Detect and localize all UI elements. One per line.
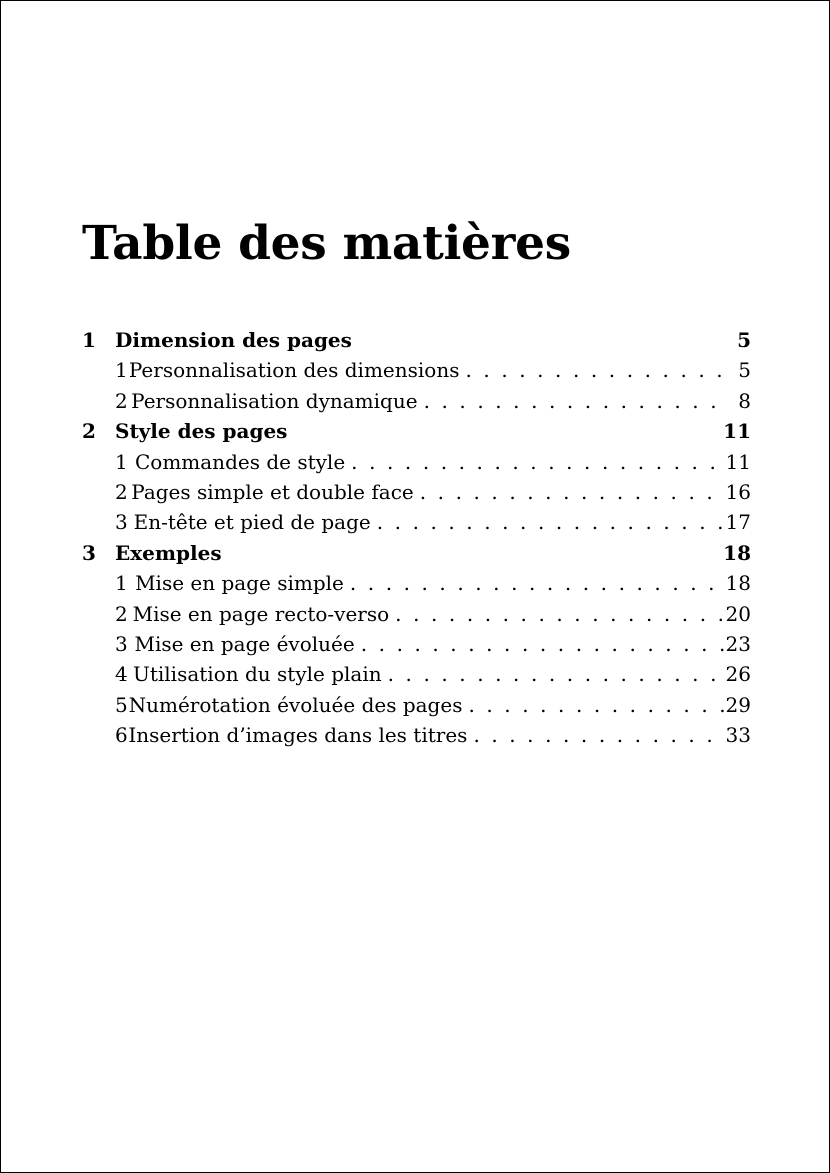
toc-page-number: 18 [725, 571, 751, 596]
toc-number: 2 [115, 479, 128, 504]
toc-leader [414, 477, 726, 507]
toc-label: En-tête et pied de page [133, 510, 371, 535]
toc-label: Personnalisation des dimensions [128, 358, 460, 383]
toc-number: 1 [115, 571, 128, 596]
toc-page-number: 8 [738, 388, 751, 413]
toc-leader [355, 629, 726, 659]
toc-entry[interactable] [82, 355, 751, 385]
toc-label: Numérotation évoluée des pages [128, 692, 463, 717]
toc-number: 2 [115, 601, 128, 626]
toc-entry[interactable] [82, 477, 751, 507]
toc-page-number: 11 [725, 449, 751, 474]
toc-leader [418, 386, 727, 416]
toc-leader [345, 447, 725, 477]
toc-number: 1 [82, 328, 96, 352]
toc-label: Mise en page recto-verso [132, 601, 390, 626]
toc-number: 2 [82, 419, 96, 444]
toc-entry[interactable] [82, 386, 751, 416]
toc-number: 6 [115, 723, 128, 748]
toc-page-number: 33 [725, 723, 751, 748]
toc-entry[interactable] [82, 507, 751, 537]
toc-page-number: 17 [725, 510, 751, 535]
toc-number: 3 [82, 540, 96, 565]
toc-entry[interactable] [82, 447, 751, 477]
toc-label: Commandes de style [134, 449, 346, 474]
toc-label: Personnalisation dynamique [131, 388, 418, 413]
toc-entry[interactable] [82, 720, 751, 750]
toc-leader [389, 599, 725, 629]
toc-label: Utilisation du style plain [133, 662, 382, 687]
toc-page-number: 5 [738, 358, 751, 383]
toc-page-number: 18 [723, 540, 751, 565]
toc-section-2[interactable] [82, 416, 751, 446]
toc-number: 3 [115, 631, 128, 656]
toc-page-number: 23 [725, 631, 751, 656]
toc-number: 3 [115, 510, 128, 535]
table-of-contents [82, 325, 751, 750]
toc-entry[interactable] [82, 599, 751, 629]
toc-page-number: 26 [725, 662, 751, 687]
toc-leader [459, 355, 727, 385]
toc-entry[interactable] [82, 659, 751, 689]
toc-label: Exemples [115, 540, 222, 565]
toc-label: Mise en page simple [135, 571, 344, 596]
toc-number: 1 [115, 449, 128, 474]
toc-number: 1 [115, 358, 128, 383]
toc-leader [371, 507, 726, 537]
toc-number: 2 [115, 388, 128, 413]
toc-page-number: 29 [725, 692, 751, 717]
toc-label: Style des pages [115, 419, 288, 444]
toc-leader [467, 720, 725, 750]
toc-page-number: 5 [737, 328, 751, 352]
toc-label: Pages simple et double face [131, 479, 414, 504]
toc-page-number: 20 [725, 601, 751, 626]
toc-number: 5 [115, 692, 128, 717]
toc-number: 4 [115, 662, 128, 687]
toc-leader [382, 659, 726, 689]
toc-label: Insertion d’images dans les titres [128, 723, 468, 748]
toc-leader [344, 568, 726, 598]
toc-page-number: 16 [725, 479, 751, 504]
toc-section-1[interactable] [82, 325, 751, 355]
toc-label: Mise en page évoluée [134, 631, 355, 656]
toc-entry[interactable] [82, 629, 751, 659]
toc-entry[interactable] [82, 568, 751, 598]
toc-leader [462, 690, 725, 720]
toc-label: Dimension des pages [115, 328, 352, 352]
page-title: Table des matières [82, 216, 571, 271]
toc-entry[interactable] [82, 690, 751, 720]
toc-section-3[interactable] [82, 538, 751, 568]
toc-page-number: 11 [723, 419, 751, 444]
